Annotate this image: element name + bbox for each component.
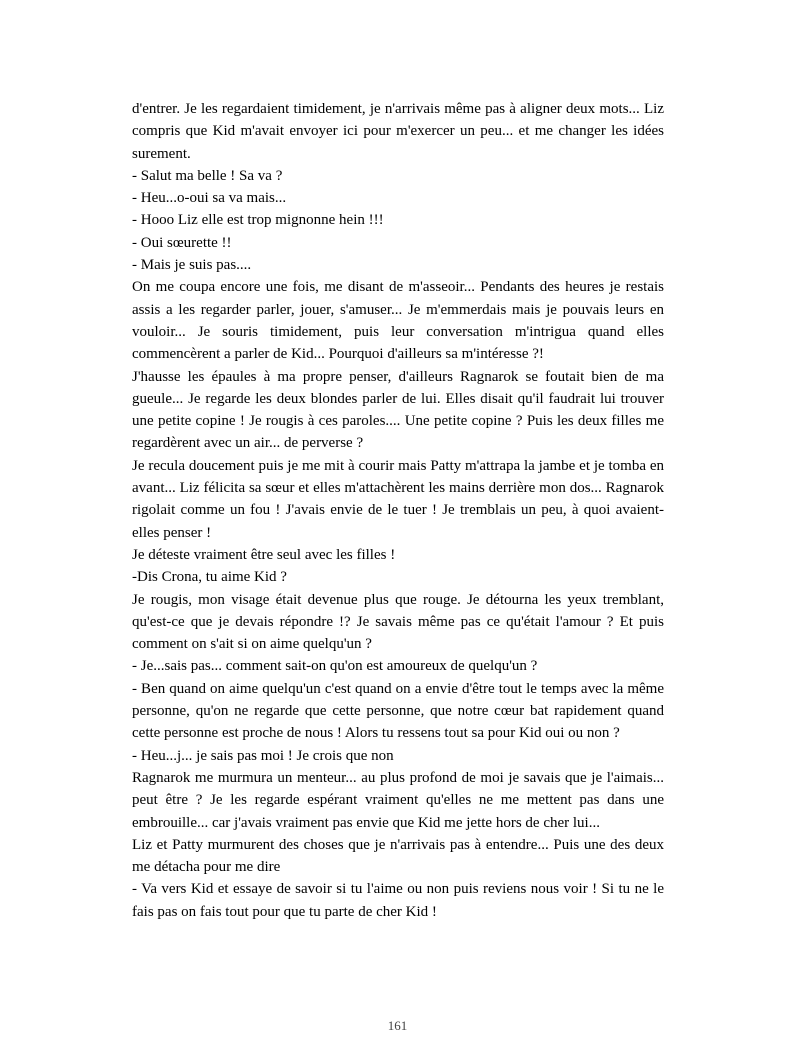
paragraph: d'entrer. Je les regardaient timidement, je n'arrivais même pas à aligner deux mots... Liz compris que Kid m'avait envoyer ici pour m'exercer un peu... et me changer les idées surement. — [132, 101, 664, 162]
paragraph: J'hausse les épaules à ma propre penser, d'ailleurs Ragnarok se foutait bien de ma gueule... Je regarde les deux blondes parler de lui. Elles disait qu'il faudrait lui trouver une petite copine ! Je rougis à ces paroles.... Une petite copine ? Puis les deux filles me regardèrent avec un air... de perverse ? — [132, 368, 664, 452]
paragraph: - Ben quand on aime quelqu'un c'est quand on a envie d'être tout le temps avec la même personne, qu'on ne regarde que cette personne, que notre cœur bat rapidement quand cette personne est proche de nous ! Alors tu ressens tout sa pour Kid oui ou non ? — [132, 680, 664, 742]
paragraph: - Je...sais pas... comment sait-on qu'on est amoureux de quelqu'un ? — [132, 658, 538, 675]
paragraph: - Heu...j... je sais pas moi ! Je crois que non — [132, 747, 394, 764]
paragraph: - Hooo Liz elle est trop mignonne hein !!! — [132, 212, 384, 229]
body-text — [132, 98, 664, 923]
page-number: 161 — [387, 1018, 408, 1033]
paragraph: Je recula doucement puis je me mit à courir mais Patty m'attrapa la jambe et je tomba en avant... Liz félicita sa sœur et elles m'attachèrent les mains derrière mon dos... Ragnarok rigolait comme un fou ! J'avais envie de le tuer ! Je tremblais un peu, à quoi avaient-elles penser ! — [132, 457, 664, 541]
paragraph: Liz et Patty murmurent des choses que je n'arrivais pas à entendre... Puis une des deux me détacha pour me dire — [132, 836, 664, 876]
paragraph: Ragnarok me murmura un menteur... au plus profond de moi je savais que je l'aimais... peut être ? Je les regarde espérant vraiment qu'elles ne me mettent pas dans une embrouille... car j'avais vraiment pas envie que Kid me jette hors de cher lui... — [132, 769, 664, 831]
paragraph: -Dis Crona, tu aime Kid ? — [132, 569, 287, 586]
paragraph: On me coupa encore une fois, me disant de m'asseoir... Pendants des heures je restais assis a les regarder parler, jouer, s'amuser... Je m'emmerdais mais je pouvais leurs en vouloir... Je souris timidement, puis leur conversation m'intrigua quand elles commencèrent a parler de Kid... Pourquoi d'ailleurs sa m'intéresse ?! — [132, 279, 664, 363]
paragraph: - Salut ma belle ! Sa va ? — [132, 167, 283, 184]
paragraph: - Oui sœurette !! — [132, 234, 232, 251]
paragraph: - Va vers Kid et essaye de savoir si tu l'aime ou non puis reviens nous voir ! Si tu ne le fais pas on fais tout pour que tu parte de cher Kid ! — [132, 881, 664, 920]
paragraph: Je rougis, mon visage était devenue plus que rouge. Je détourna les yeux tremblant, qu'est-ce que je devais répondre !? Je savais même pas ce qu'était l'amour ? Et puis comment on s'ait si on aime quelqu'un ? — [132, 591, 664, 653]
paragraph: Je déteste vraiment être seul avec les filles ! — [132, 546, 396, 563]
paragraph: - Heu...o-oui sa va mais... — [132, 190, 287, 207]
paragraph: - Mais je suis pas.... — [132, 257, 252, 274]
